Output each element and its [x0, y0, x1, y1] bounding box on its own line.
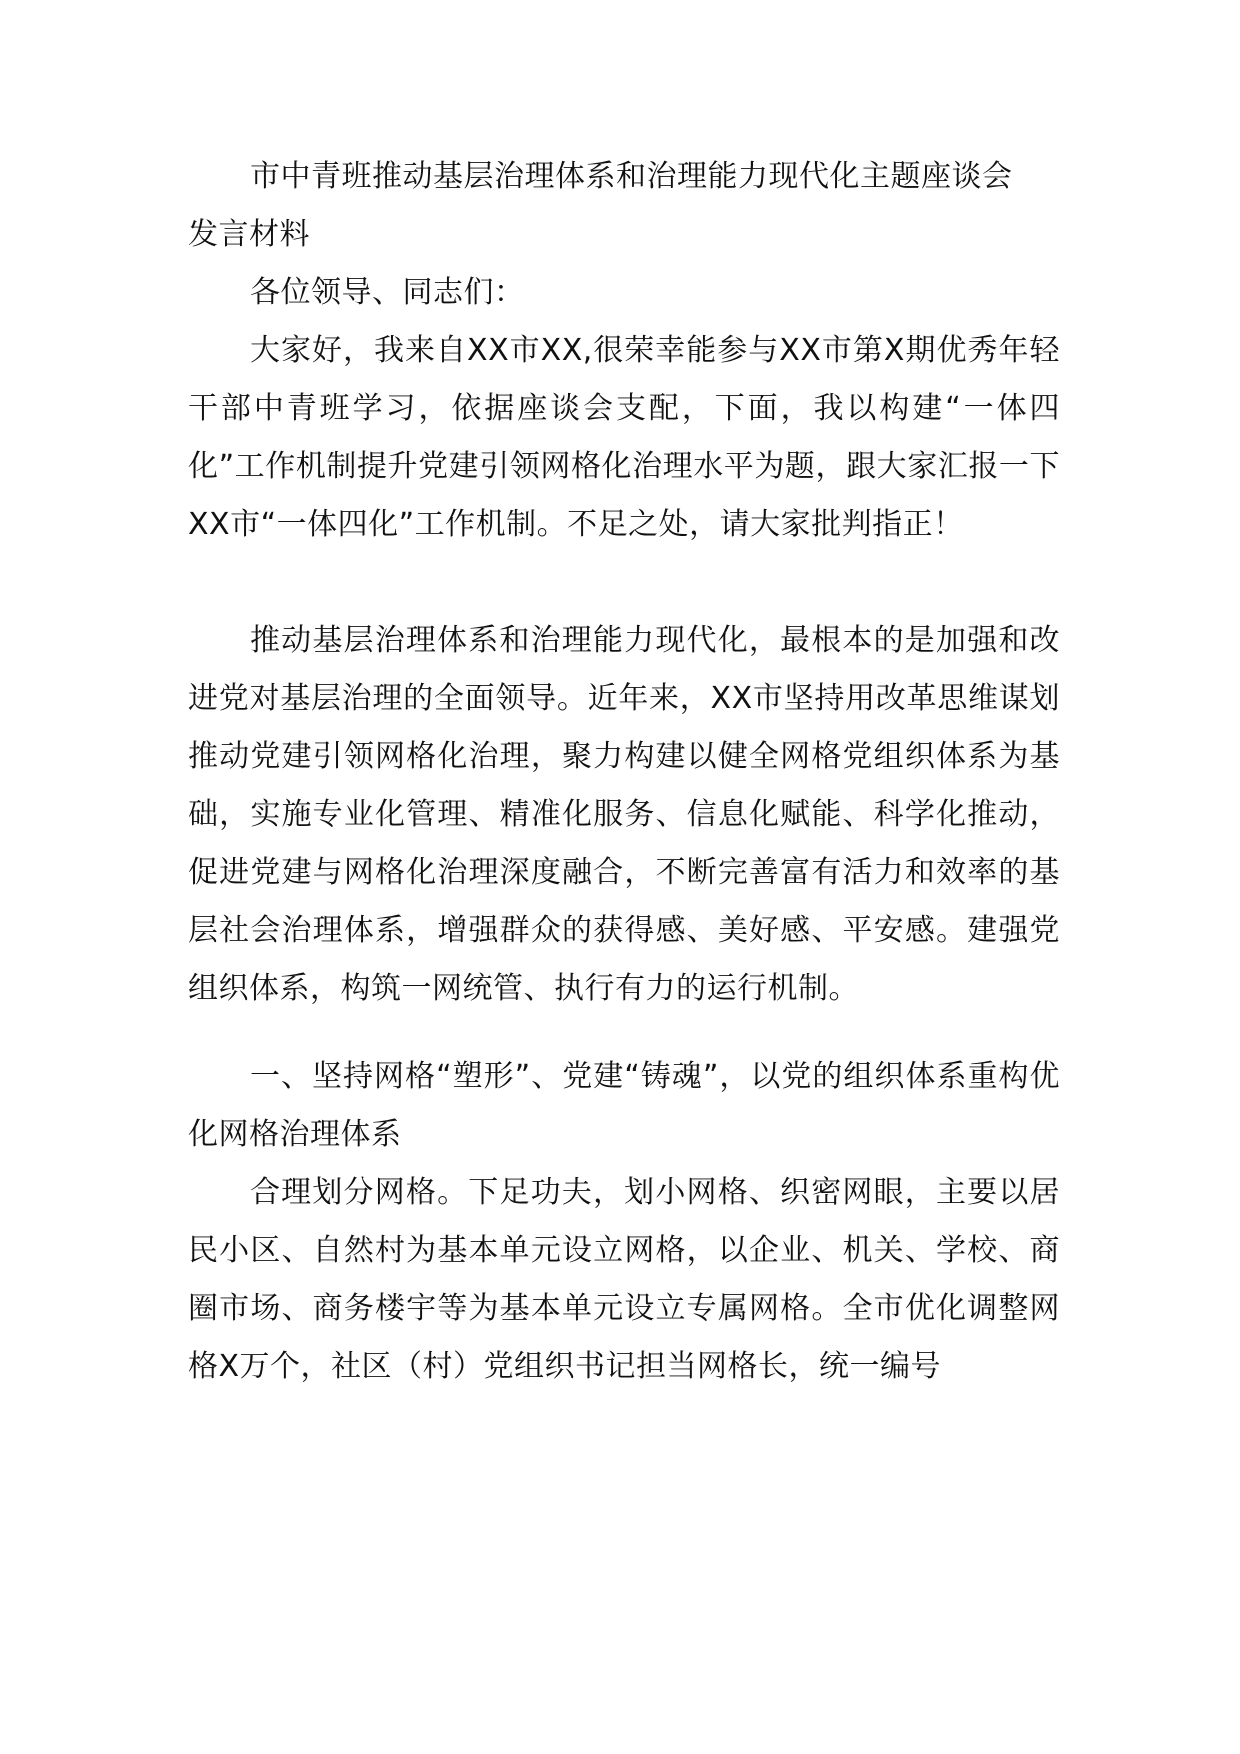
paragraph-intro: 大家好，我来自XX市XX,很荣幸能参与XX市第X期优秀年轻干部中青班学习，依据座谈会支配，下面，我以构建“一体四化”工作机制提升党建引领网格化治理水平为题，跟大家汇报一下XX市“一体四化”工作机制。不足之处，请大家批判指正！	[188, 333, 1060, 542]
greeting: 各位领导、同志们：	[250, 275, 525, 310]
document-title	[188, 148, 1060, 264]
section-heading: 一、坚持网格“塑形”、党建“铸魂”，以党的组织体系重构优化网格治理体系	[188, 1059, 1060, 1152]
paragraph-grid: 合理划分网格。下足功夫，划小网格、织密网眼，主要以居民小区、自然村为基本单元设立网格，以企业、机关、学校、商圈市场、商务楼宇等为基本单元设立专属网格。全市优化调整网格X万个，社区（村）党组织书记担当网格长，统一编号	[188, 1175, 1060, 1384]
paragraph-overview: 推动基层治理体系和治理能力现代化，最根本的是加强和改进党对基层治理的全面领导。近年来，XX市坚持用改革思维谋划推动党建引领网格化治理，聚力构建以健全网格党组织体系为基础，实施专业化管理、精准化服务、信息化赋能、科学化推动，促进党建与网格化治理深度融合，不断完善富有活力和效率的基层社会治理体系，增强群众的获得感、美好感、平安感。建强党组织体系，构筑一网统管、执行有力的运行机制。	[188, 623, 1060, 1006]
title-line-1: 市中青班推动基层治理体系和治理能力现代化主题座谈会	[250, 159, 1013, 194]
title-line-2: 发言材料	[188, 217, 310, 252]
